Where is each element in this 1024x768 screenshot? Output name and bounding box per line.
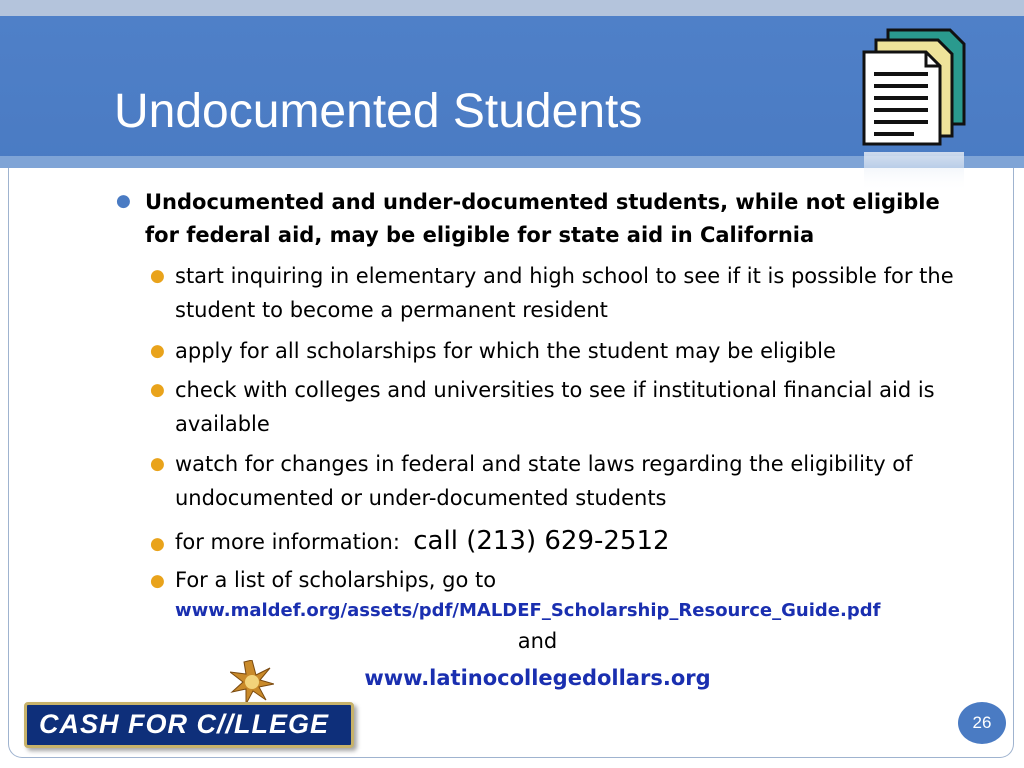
- sub-bullet-1: start inquiring in elementary and high school to see if it is possible for the student to become a permanent resident: [175, 264, 954, 322]
- bullet-level1-icon: ●: [116, 191, 131, 211]
- bullet-level2-icon: ●: [150, 454, 165, 474]
- info-label: for more information:: [175, 530, 400, 554]
- scholarship-label: For a list of scholarships, go to: [175, 568, 497, 592]
- sub-bullet-4: watch for changes in federal and state laws regarding the eligibility of undocumented or under-documented students: [175, 452, 913, 510]
- bullet-level2-icon: ●: [150, 380, 165, 400]
- latino-college-dollars-link[interactable]: www.latinocollegedollars.org: [364, 666, 711, 690]
- and-text: and: [517, 629, 558, 653]
- info-line: [175, 524, 965, 559]
- bullet-level2-icon: ●: [150, 571, 165, 591]
- page-number: 26: [958, 702, 1006, 744]
- star-icon: [230, 660, 274, 704]
- slide-title: Undocumented Students: [114, 85, 643, 138]
- maldef-link[interactable]: www.maldef.org/assets/pdf/MALDEF_Scholarship_Resource_Guide.pdf: [175, 600, 881, 621]
- cash-for-college-logo: [24, 654, 364, 754]
- sub-bullet-2: apply for all scholarships for which the student may be eligible: [175, 339, 836, 363]
- info-phone: call (213) 629-2512: [413, 526, 670, 556]
- logo-bar: [24, 702, 354, 748]
- bullet-level2-icon: ●: [150, 341, 165, 361]
- bullet-level2-icon: ●: [150, 534, 165, 554]
- bullet-level2-icon: ●: [150, 266, 165, 286]
- main-bullet-text: Undocumented and under-documented students, while not eligible for federal aid, may be eligible for state aid in California: [145, 190, 940, 247]
- sub-bullet-3: check with colleges and universities to see if institutional financial aid is available: [175, 378, 935, 436]
- logo-text: CASH FOR C//LLEGE: [39, 709, 330, 739]
